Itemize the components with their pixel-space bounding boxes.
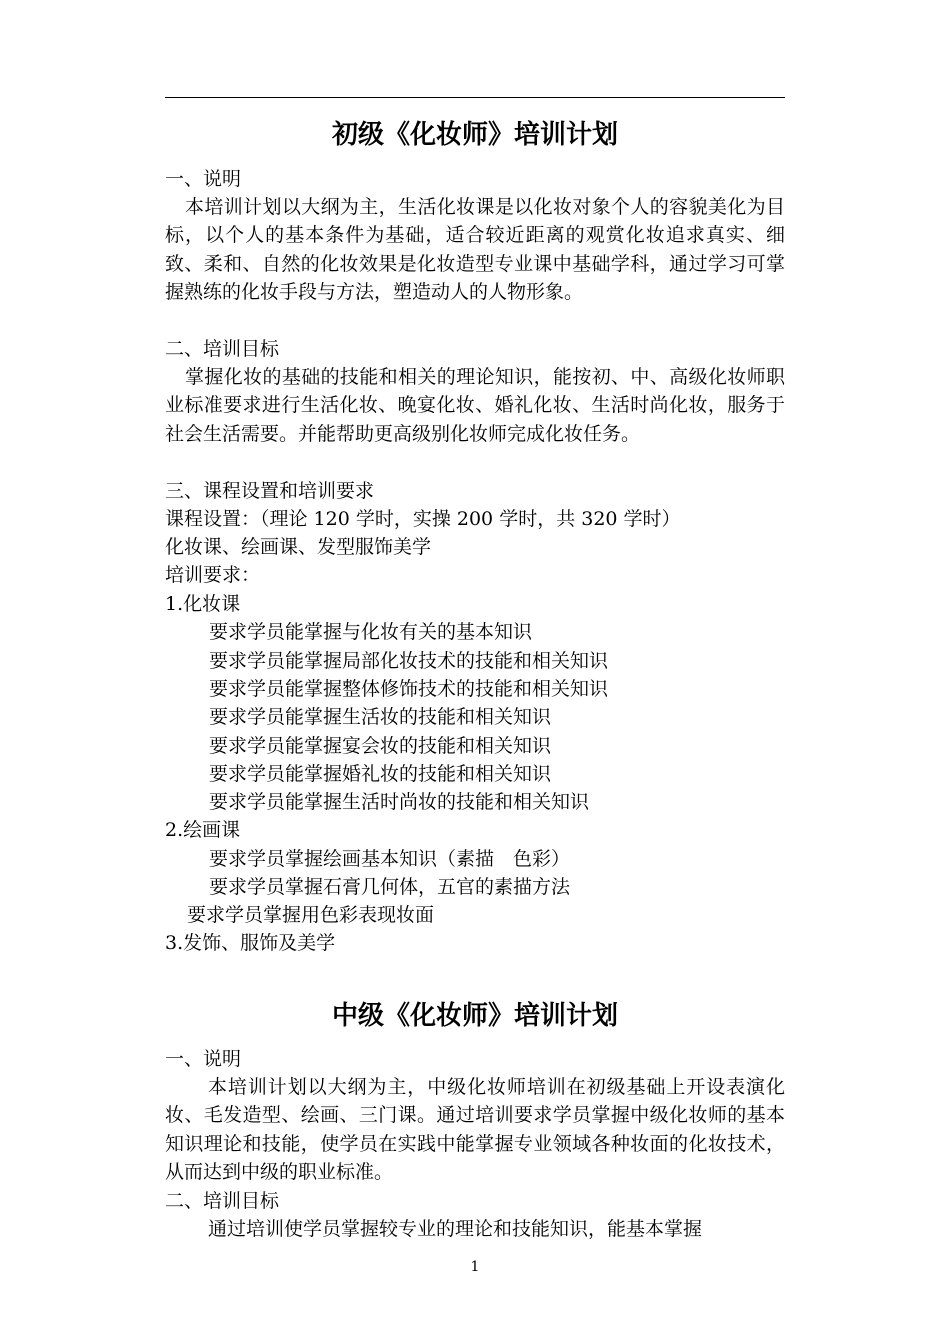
makeup-course-title: 1.化妆课 bbox=[165, 593, 241, 615]
heading-course-setup: 三、课程设置和培训要求 bbox=[165, 480, 375, 502]
page-number: 1 bbox=[470, 1259, 480, 1275]
course-list: 化妆课、绘画课、发型服饰美学 bbox=[165, 536, 432, 558]
header-rule bbox=[165, 97, 785, 98]
requirements-label: 培训要求： bbox=[165, 564, 261, 586]
course-hours: 课程设置：（理论 120 学时，实操 200 学时，共 320 学时） bbox=[165, 508, 681, 530]
heading-training-goal: 二、培训目标 bbox=[165, 1190, 280, 1212]
list-item: 要求学员掌握石膏几何体，五官的素描方法 bbox=[209, 876, 571, 898]
list-item: 要求学员能掌握生活妆的技能和相关知识 bbox=[209, 706, 552, 728]
section-title-beginner: 初级《化妆师》培训计划 bbox=[331, 120, 618, 150]
section-title-intermediate: 中级《化妆师》培训计划 bbox=[331, 1001, 618, 1031]
paragraph-training-goal: 通过培训使学员掌握较专业的理论和技能知识，能基本掌握 bbox=[208, 1218, 703, 1240]
list-item: 要求学员能掌握婚礼妆的技能和相关知识 bbox=[209, 763, 552, 785]
list-item: 要求学员能掌握整体修饰技术的技能和相关知识 bbox=[209, 678, 609, 700]
list-item: 要求学员能掌握与化妆有关的基本知识 bbox=[209, 621, 533, 643]
heading-explanation: 一、说明 bbox=[165, 1048, 242, 1070]
hair-course-title: 3.发饰、服饰及美学 bbox=[165, 932, 336, 954]
paragraph-explanation: 本培训计划以大纲为主，中级化妆师培训在初级基础上开设表演化妆、毛发造型、绘画、三门课。通过培训要求学员掌握中级化妆师的基本知识理论和技能，使学员在实践中能掌握专业领域各种妆面的化妆技术，从而达到中级的职业标准。 bbox=[165, 1076, 785, 1183]
list-item: 要求学员能掌握局部化妆技术的技能和相关知识 bbox=[209, 650, 609, 672]
paragraph-explanation: 本培训计划以大纲为主，生活化妆课是以化妆对象个人的容貌美化为目标，以个人的基本条件为基础，适合较近距离的观赏化妆追求真实、细致、柔和、自然的化妆效果是化妆造型专业课中基础学科，通过学习可掌握熟练的化妆手段与方法，塑造动人的人物形象。 bbox=[165, 196, 785, 303]
list-item: 要求学员能掌握宴会妆的技能和相关知识 bbox=[209, 735, 552, 757]
heading-training-goal: 二、培训目标 bbox=[165, 338, 280, 360]
painting-course-title: 2.绘画课 bbox=[165, 819, 241, 841]
list-item: 要求学员掌握绘画基本知识（素描 色彩） bbox=[209, 848, 571, 870]
heading-explanation: 一、说明 bbox=[165, 168, 242, 190]
list-item: 要求学员掌握用色彩表现妆面 bbox=[187, 904, 435, 926]
list-item: 要求学员能掌握生活时尚妆的技能和相关知识 bbox=[209, 791, 590, 813]
paragraph-training-goal: 掌握化妆的基础的技能和相关的理论知识，能按初、中、高级化妆师职业标准要求进行生活化妆、晚宴化妆、婚礼化妆、生活时尚化妆，服务于社会生活需要。并能帮助更高级别化妆师完成化妆任务。 bbox=[165, 366, 785, 445]
